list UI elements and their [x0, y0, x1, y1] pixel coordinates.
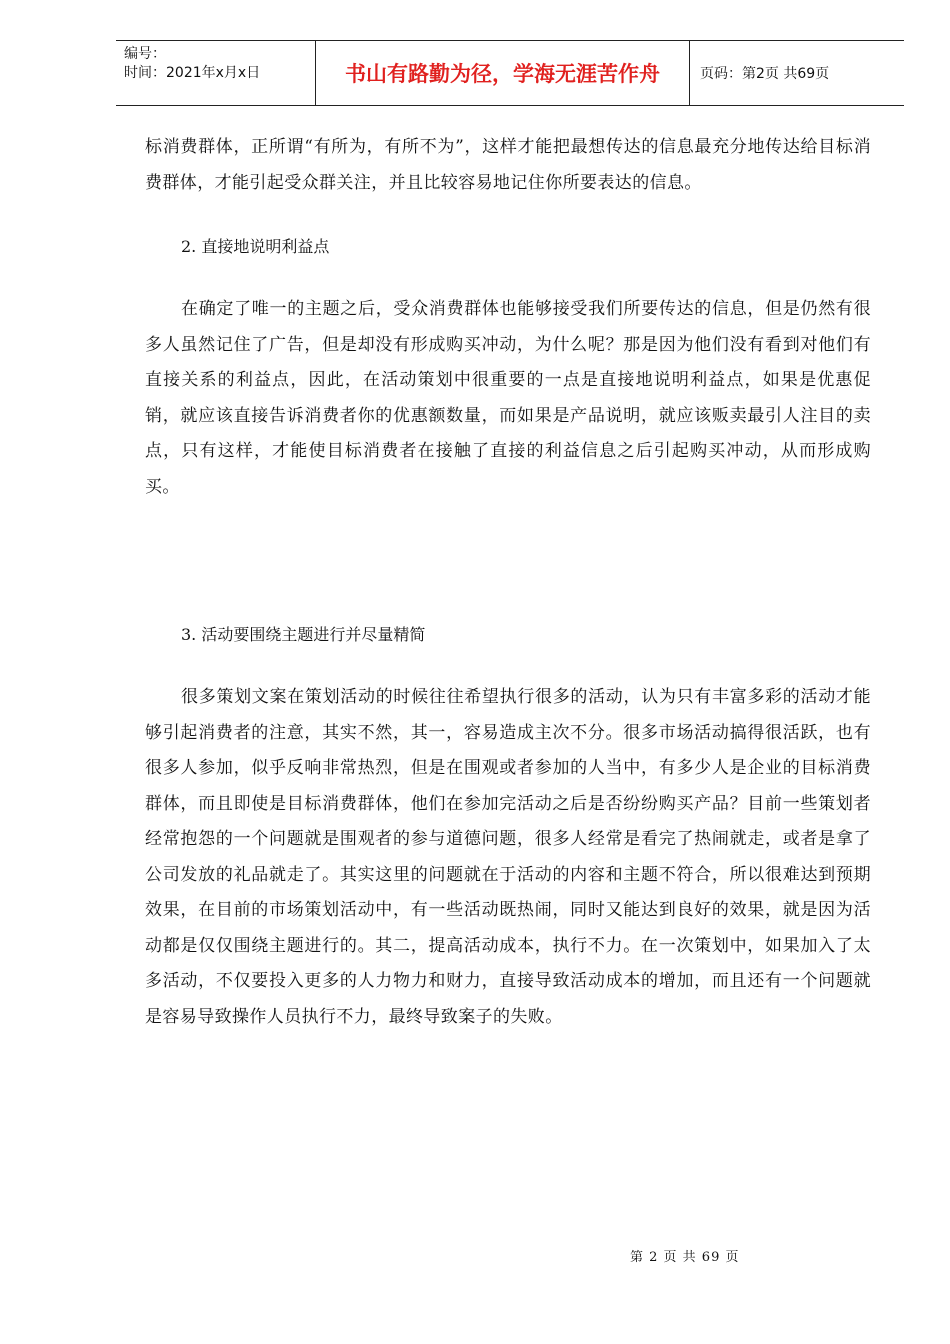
paragraph-2: 在确定了唯一的主题之后，受众消费群体也能够接受我们所要传达的信息，但是仍然有很多人虽然记住了广告，但是却没有形成购买冲动，为什么呢？那是因为他们没有看到对他们有直接关系的利益点，因此，在活动策划中很重要的一点是直接地说明利益点，如果是优惠促销，就应该直接告诉消费者你的优惠额数量，而如果是产品说明，就应该贩卖最引人注目的卖点，只有这样，才能使目标消费者在接触了直接的利益信息之后引起购买冲动，从而形成购买。: [145, 299, 871, 497]
paragraph-continued: 标消费群体，正所谓“有所为，有所不为”，这样才能把最想传达的信息最充分地传达给目标消费群体，才能引起受众群关注，并且比较容易地记住你所要表达的信息。: [145, 137, 871, 193]
number-label: 编号：: [124, 46, 166, 62]
section-heading-2: 2. 直接地说明利益点: [181, 237, 330, 256]
time-label: 时间：2021年x月x日: [124, 65, 261, 81]
document-header: [116, 40, 904, 106]
document-body: [145, 130, 871, 1035]
header-page-info: 页码：第2页 共69页: [700, 66, 830, 82]
section-heading-3: 3. 活动要围绕主题进行并尽量精简: [181, 625, 426, 644]
header-meta: [116, 41, 316, 105]
header-motto: 书山有路勤为径，学海无涯苦作舟: [316, 41, 690, 105]
page-footer: 第 2 页 共 69 页: [630, 1250, 740, 1265]
paragraph-3: 很多策划文案在策划活动的时候往往希望执行很多的活动，认为只有丰富多彩的活动才能够引起消费者的注意，其实不然，其一，容易造成主次不分。很多市场活动搞得很活跃，也有很多人参加，似乎反响非常热烈，但是在围观或者参加的人当中，有多少人是企业的目标消费群体，而且即使是目标消费群体，他们在参加完活动之后是否纷纷购买产品？目前一些策划者经常抱怨的一个问题就是围观者的参与道德问题，很多人经常是看完了热闹就走，或者是拿了公司发放的礼品就走了。其实这里的问题就在于活动的内容和主题不符合，所以很难达到预期效果，在目前的市场策划活动中，有一些活动既热闹，同时又能达到良好的效果，就是因为活动都是仅仅围绕主题进行的。其二，提高活动成本，执行不力。在一次策划中，如果加入了太多活动，不仅要投入更多的人力物力和财力，直接导致活动成本的增加，而且还有一个问题就是容易导致操作人员执行不力，最终导致案子的失败。: [145, 687, 871, 1027]
